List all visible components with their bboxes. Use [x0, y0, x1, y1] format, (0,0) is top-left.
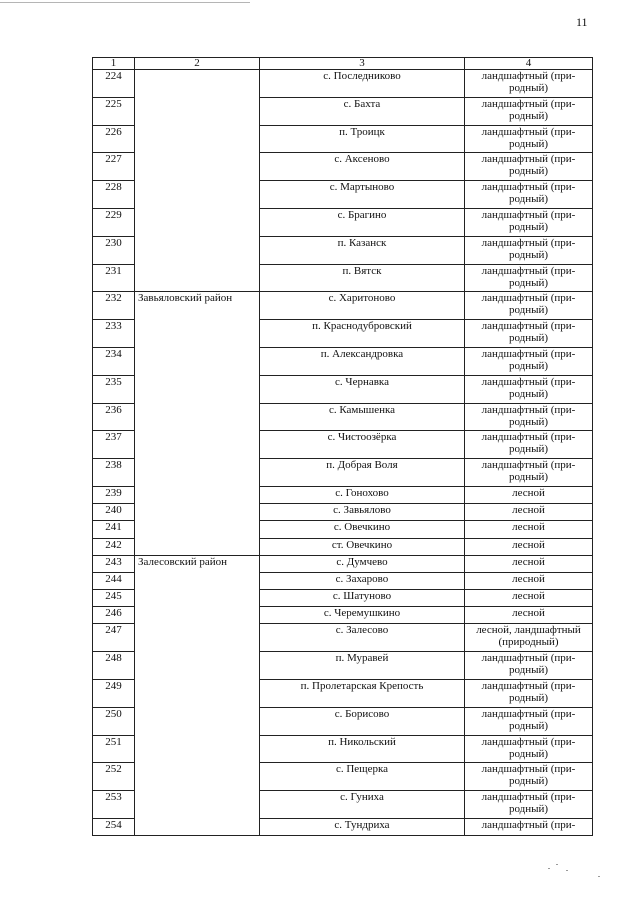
settlement-cell: п. Вятск [260, 264, 465, 292]
row-number-cell: 252 [93, 763, 135, 791]
settlement-cell: с. Овечкино [260, 521, 465, 538]
table-body [93, 70, 593, 836]
zone-type-cell: ландшафтный (при- родный) [465, 763, 593, 791]
settlement-cell: с. Захарово [260, 572, 465, 589]
settlement-cell: п. Муравей [260, 652, 465, 680]
row-number-cell: 253 [93, 791, 135, 819]
settlement-cell: с. Последниково [260, 70, 465, 98]
row-number-cell: 235 [93, 375, 135, 403]
settlement-cell: с. Бахта [260, 97, 465, 125]
scan-edge-line [0, 2, 250, 3]
zone-type-cell: ландшафтный (при- родный) [465, 320, 593, 348]
zone-type-cell: ландшафтный (при- родный) [465, 292, 593, 320]
row-number-cell: 225 [93, 97, 135, 125]
district-cell [135, 70, 260, 292]
row-number-cell: 254 [93, 819, 135, 836]
settlement-cell: с. Камышенка [260, 403, 465, 431]
zone-type-cell: лесной [465, 555, 593, 572]
zone-type-cell: лесной [465, 521, 593, 538]
zone-type-cell: ландшафтный (при- родный) [465, 791, 593, 819]
row-number-cell: 232 [93, 292, 135, 320]
settlement-cell: с. Борисово [260, 707, 465, 735]
zone-type-cell: лесной [465, 590, 593, 607]
zone-type-cell: ландшафтный (при- родный) [465, 181, 593, 209]
scan-noise [566, 870, 568, 871]
scan-noise [598, 876, 600, 877]
settlement-cell: с. Харитоново [260, 292, 465, 320]
zone-type-cell: лесной [465, 538, 593, 555]
zone-type-cell: ландшафтный (при- [465, 819, 593, 836]
page-number: 11 [576, 15, 588, 29]
row-number-cell: 243 [93, 555, 135, 572]
column-header-3: 3 [260, 58, 465, 70]
zone-type-cell: ландшафтный (при- родный) [465, 431, 593, 459]
district-cell: Завьяловский район [135, 292, 260, 555]
zone-type-cell: ландшафтный (при- родный) [465, 264, 593, 292]
zone-type-cell: ландшафтный (при- родный) [465, 153, 593, 181]
zone-type-cell: ландшафтный (при- родный) [465, 236, 593, 264]
zone-type-cell: ландшафтный (при- родный) [465, 652, 593, 680]
zone-type-cell: ландшафтный (при- родный) [465, 680, 593, 708]
row-number-cell: 247 [93, 624, 135, 652]
settlement-cell: п. Казанск [260, 236, 465, 264]
settlement-cell: с. Черемушкино [260, 607, 465, 624]
zone-type-cell: ландшафтный (при- родный) [465, 208, 593, 236]
zone-type-cell: ландшафтный (при- родный) [465, 707, 593, 735]
row-number-cell: 241 [93, 521, 135, 538]
row-number-cell: 227 [93, 153, 135, 181]
row-number-cell: 237 [93, 431, 135, 459]
zone-type-cell: лесной [465, 486, 593, 503]
district-cell: Залесовский район [135, 555, 260, 836]
table-row [93, 555, 593, 572]
row-number-cell: 240 [93, 504, 135, 521]
row-number-cell: 238 [93, 459, 135, 487]
settlement-cell: с. Пещерка [260, 763, 465, 791]
row-number-cell: 246 [93, 607, 135, 624]
settlement-cell: с. Тундриха [260, 819, 465, 836]
settlement-cell: п. Никольский [260, 735, 465, 763]
settlement-cell: с. Чернавка [260, 375, 465, 403]
table-row [93, 292, 593, 320]
settlement-cell: п. Александровка [260, 347, 465, 375]
settlement-cell: с. Аксеново [260, 153, 465, 181]
row-number-cell: 228 [93, 181, 135, 209]
settlement-cell: с. Чистоозёрка [260, 431, 465, 459]
row-number-cell: 230 [93, 236, 135, 264]
settlement-cell: п. Троицк [260, 125, 465, 153]
settlement-cell: с. Гонохово [260, 486, 465, 503]
zone-type-cell: ландшафтный (при- родный) [465, 403, 593, 431]
row-number-cell: 233 [93, 320, 135, 348]
column-header-2: 2 [135, 58, 260, 70]
column-header-4: 4 [465, 58, 593, 70]
row-number-cell: 231 [93, 264, 135, 292]
settlement-cell: с. Думчево [260, 555, 465, 572]
zone-type-cell: ландшафтный (при- родный) [465, 375, 593, 403]
settlement-cell: с. Брагино [260, 208, 465, 236]
zone-type-cell: ландшафтный (при- родный) [465, 97, 593, 125]
table-row [93, 70, 593, 98]
row-number-cell: 251 [93, 735, 135, 763]
row-number-cell: 226 [93, 125, 135, 153]
settlement-cell: п. Пролетарская Крепость [260, 680, 465, 708]
zone-type-cell: лесной [465, 572, 593, 589]
row-number-cell: 245 [93, 590, 135, 607]
row-number-cell: 244 [93, 572, 135, 589]
zone-type-cell: ландшафтный (при- родный) [465, 125, 593, 153]
settlements-table [92, 57, 593, 836]
row-number-cell: 250 [93, 707, 135, 735]
settlement-cell: с. Шатуново [260, 590, 465, 607]
settlement-cell: с. Завьялово [260, 504, 465, 521]
zone-type-cell: лесной [465, 504, 593, 521]
settlement-cell: с. Гуниха [260, 791, 465, 819]
zone-type-cell: ландшафтный (при- родный) [465, 70, 593, 98]
row-number-cell: 249 [93, 680, 135, 708]
table-header-row [93, 58, 593, 70]
row-number-cell: 242 [93, 538, 135, 555]
settlement-cell: п. Добрая Воля [260, 459, 465, 487]
row-number-cell: 239 [93, 486, 135, 503]
zone-type-cell: ландшафтный (при- родный) [465, 347, 593, 375]
row-number-cell: 236 [93, 403, 135, 431]
zone-type-cell: ландшафтный (при- родный) [465, 735, 593, 763]
settlement-cell: с. Залесово [260, 624, 465, 652]
zone-type-cell: лесной, ландшафтный (природный) [465, 624, 593, 652]
scan-noise [548, 868, 550, 869]
zone-type-cell: лесной [465, 607, 593, 624]
row-number-cell: 229 [93, 208, 135, 236]
zone-type-cell: ландшафтный (при- родный) [465, 459, 593, 487]
row-number-cell: 248 [93, 652, 135, 680]
settlement-cell: п. Краснодубровский [260, 320, 465, 348]
row-number-cell: 234 [93, 347, 135, 375]
settlement-cell: ст. Овечкино [260, 538, 465, 555]
column-header-1: 1 [93, 58, 135, 70]
settlement-cell: с. Мартыново [260, 181, 465, 209]
scan-noise [556, 864, 558, 865]
row-number-cell: 224 [93, 70, 135, 98]
